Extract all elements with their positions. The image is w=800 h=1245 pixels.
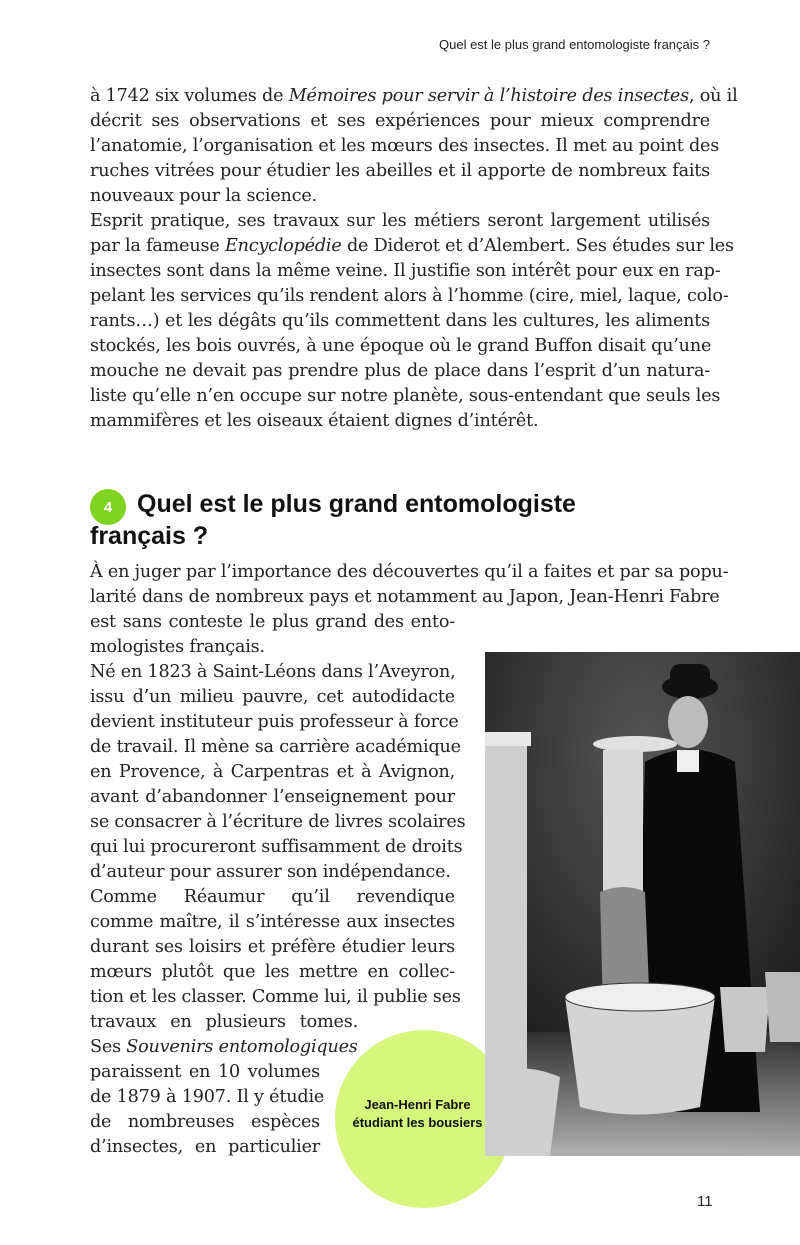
text-line: [90, 835, 463, 860]
text-line: [90, 384, 721, 409]
text-line: [90, 660, 455, 685]
text-line: [90, 234, 734, 259]
text-segment: larité dans de nombreux pays et notamment au Japon, Jean-Henri Fabre: [90, 587, 720, 607]
italic-title: Souvenirs entomologiques: [126, 1037, 358, 1057]
text-segment: mammifères et les oiseaux étaient dignes d’intérêt.: [90, 411, 539, 431]
text-line: [90, 935, 455, 960]
text-segment: l’anatomie, l’organisation et les mœurs des insectes. Il met au point des: [90, 136, 720, 156]
page-number: 11: [697, 1193, 713, 1210]
text-line: [90, 635, 455, 660]
text-segment: à 1742 six volumes de: [90, 86, 289, 106]
text-segment: insectes sont dans la même veine. Il justifie son intérêt pour eux en rap-: [90, 261, 721, 281]
text-segment: ruches vitrées pour étudier les abeilles et il apporte de nombreux faits: [90, 161, 710, 181]
text-segment: nouveaux pour la science.: [90, 186, 317, 206]
text-line: [90, 1135, 320, 1160]
text-segment: Esprit pratique, ses travaux sur les métiers seront largement utilisés: [90, 211, 710, 231]
text-segment: de nombreuses espèces: [90, 1112, 320, 1132]
text-line: [90, 1110, 320, 1135]
photo-fabre: [485, 652, 800, 1156]
text-segment: pelant les services qu’ils rendent alors à l’homme (cire, miel, laque, colo-: [90, 286, 729, 306]
text-line: [90, 810, 466, 835]
text-segment: , où il: [688, 86, 738, 106]
text-line: [90, 84, 738, 109]
text-segment: mouche ne devait pas prendre plus de place dans l’esprit d’un natura-: [90, 361, 710, 381]
text-line: [90, 1060, 320, 1085]
section-number-badge: 4: [90, 489, 126, 525]
text-line: [90, 910, 455, 935]
text-segment: paraissent en 10 volumes: [90, 1062, 320, 1082]
text-line: [90, 585, 720, 610]
text-line: [90, 159, 710, 184]
text-line: [90, 610, 455, 635]
text-line: [90, 785, 455, 810]
text-line: [90, 560, 729, 585]
text-line: [90, 359, 710, 384]
running-head: Quel est le plus grand entomologiste français ?: [439, 37, 710, 52]
photo-illustration: [485, 652, 800, 1156]
text-line: [90, 860, 455, 885]
text-segment: Né en 1823 à Saint-Léons dans l’Aveyron,: [90, 662, 456, 682]
text-line: [90, 209, 710, 234]
italic-title: Encyclopédie: [224, 236, 342, 256]
italic-title: Mémoires pour servir à l’histoire des insectes: [288, 86, 689, 106]
text-segment: mologistes français.: [90, 637, 265, 657]
text-line: [90, 184, 710, 209]
text-segment: de travail. Il mène sa carrière académique: [90, 737, 461, 757]
text-line: [90, 1010, 358, 1035]
text-segment: rants…) et les dégâts qu’ils commettent dans les cultures, les aliments: [90, 311, 710, 331]
text-segment: mœurs plutôt que les mettre en collec-: [90, 962, 455, 982]
text-line: [90, 259, 721, 284]
text-segment: comme maître, il s’intéresse aux insectes: [90, 912, 455, 932]
text-segment: devient instituteur puis professeur à force: [90, 712, 459, 732]
text-segment: de Diderot et d’Alembert. Ses études sur les: [341, 236, 734, 256]
text-line: [90, 710, 459, 735]
text-line: [90, 134, 720, 159]
text-segment: liste qu’elle n’en occupe sur notre planète, sous-entendant que seuls les: [90, 386, 721, 406]
text-segment: travaux en plusieurs tomes.: [90, 1012, 358, 1032]
text-segment: Comme Réaumur qu’il revendique: [90, 887, 455, 907]
text-segment: À en juger par l’importance des découvertes qu’il a faites et par sa popu-: [90, 562, 729, 582]
text-line: [90, 735, 461, 760]
text-segment: durant ses loisirs et préfère étudier leurs: [90, 937, 455, 957]
section-title-line-1: Quel est le plus grand entomologiste: [137, 490, 576, 518]
text-segment: qui lui procureront suffisamment de droits: [90, 837, 463, 857]
text-segment: tion et les classer. Comme lui, il publie ses: [90, 987, 461, 1007]
text-segment: décrit ses observations et ses expériences pour mieux comprendre: [90, 111, 710, 131]
text-segment: en Provence, à Carpentras et à Avignon,: [90, 762, 455, 782]
section-title-line-2: français ?: [90, 522, 209, 550]
text-segment: issu d’un milieu pauvre, cet autodidacte: [90, 687, 455, 707]
text-segment: de 1879 à 1907. Il y étudie: [90, 1087, 325, 1107]
text-line: [90, 985, 461, 1010]
text-line: [90, 334, 710, 359]
text-segment: d’auteur pour assurer son indépendance.: [90, 862, 451, 882]
text-segment: stockés, les bois ouvrés, à une époque où le grand Buffon disait qu’une: [90, 336, 712, 356]
text-line: [90, 409, 710, 434]
text-line: [90, 885, 455, 910]
text-line: [90, 760, 455, 785]
text-segment: est sans conteste le plus grand des ento-: [90, 612, 455, 632]
text-segment: avant d’abandonner l’enseignement pour: [90, 787, 455, 807]
text-segment: se consacrer à l’écriture de livres scolaires: [90, 812, 466, 832]
text-line: [90, 1035, 358, 1060]
text-line: [90, 109, 710, 134]
text-segment: Ses: [90, 1037, 127, 1057]
text-segment: par la fameuse: [90, 236, 225, 256]
text-line: [90, 284, 729, 309]
text-line: [90, 309, 710, 334]
text-line: [90, 960, 455, 985]
text-segment: d’insectes, en particulier: [90, 1137, 320, 1157]
text-line: [90, 685, 455, 710]
text-line: [90, 1085, 325, 1110]
figure-caption: Jean-Henri Fabre étudiant les bousiers: [352, 1097, 483, 1130]
